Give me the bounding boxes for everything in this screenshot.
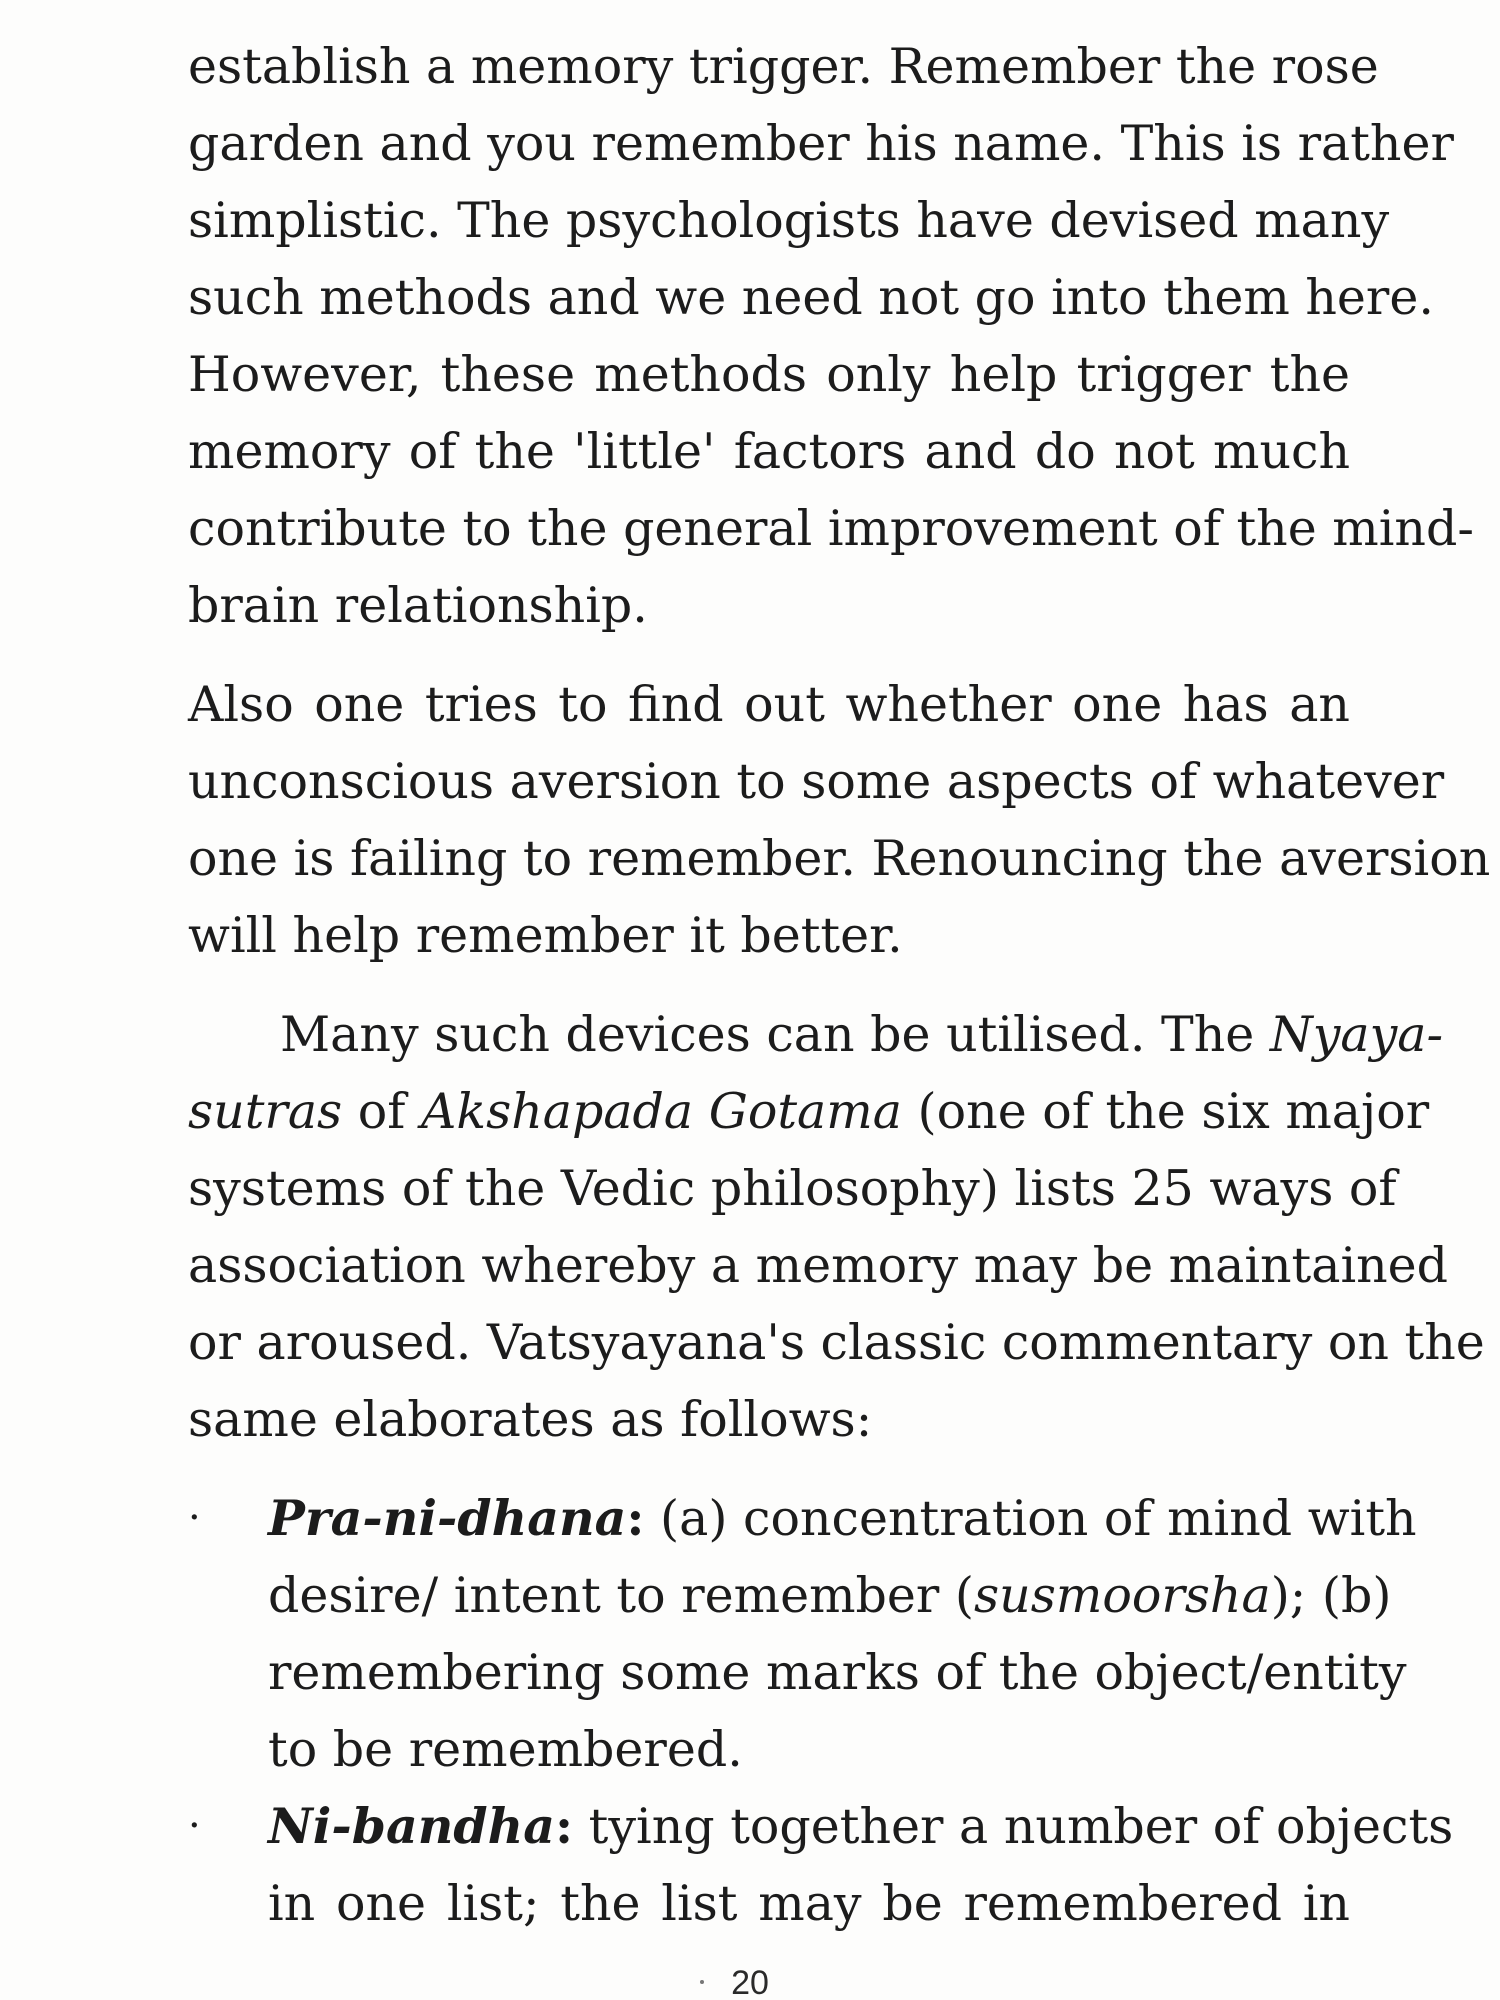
list-term: Ni-bandha <box>268 1797 556 1855</box>
italic-term: Akshapada Gotama <box>420 1083 902 1140</box>
text-segment: desire/ intent to remember ( <box>268 1567 975 1624</box>
text-segment: ); (b) <box>1270 1567 1392 1624</box>
text-line: same elaborates as follows: <box>188 1391 873 1448</box>
list-item <box>188 1788 1454 1942</box>
text-line: such methods and we need not go into them here. <box>188 269 1434 326</box>
term-colon: : <box>626 1489 645 1547</box>
text-line: will help remember it better. <box>188 907 903 964</box>
text-line: to be remembered. <box>268 1721 743 1778</box>
bullet-icon: · <box>188 1803 201 1849</box>
text-line: However, these methods only help trigger the <box>188 346 1350 403</box>
text-line: contribute to the general improvement of the mind- <box>188 500 1474 557</box>
text-line: memory of the 'little' factors and do not much <box>188 423 1350 480</box>
italic-term: susmoorsha <box>974 1567 1271 1624</box>
body-text <box>188 28 1491 1942</box>
bullet-icon: · <box>188 1495 201 1541</box>
text-line: association whereby a memory may be maintained <box>188 1237 1449 1294</box>
page-number: 20 <box>731 1964 769 2000</box>
page-mark <box>700 1980 704 1984</box>
text-line: unconscious aversion to some aspects of whatever <box>188 753 1445 810</box>
text-line: brain relationship. <box>188 577 648 634</box>
text-line <box>188 996 1444 1073</box>
italic-term: Nyaya- <box>1269 1006 1444 1063</box>
text-line: remembering some marks of the object/entity <box>268 1644 1407 1701</box>
bullet-list <box>188 1480 1454 1942</box>
text-segment: of <box>342 1083 421 1140</box>
text-line: one is failing to remember. Renouncing the aversion <box>188 830 1491 887</box>
text-line: systems of the Vedic philosophy) lists 25 ways of <box>188 1160 1397 1217</box>
text-line <box>268 1788 1454 1865</box>
text-segment: tying together a number of objects <box>573 1798 1454 1855</box>
text-line: Also one tries to find out whether one has an <box>188 676 1350 733</box>
text-line: garden and you remember his name. This is rather <box>188 115 1454 172</box>
paragraph-1 <box>188 28 1474 644</box>
text-segment: Many such devices can be utilised. The <box>280 1006 1270 1063</box>
italic-term: sutras <box>188 1083 343 1140</box>
paragraph-3 <box>188 996 1485 1458</box>
paragraph-2 <box>188 666 1491 974</box>
text-line: simplistic. The psychologists have devised many <box>188 192 1390 249</box>
text-line: in one list; the list may be remembered in <box>268 1875 1350 1932</box>
term-colon: : <box>555 1797 574 1855</box>
list-item <box>188 1480 1417 1788</box>
text-line <box>268 1480 1417 1557</box>
text-line: establish a memory trigger. Remember the rose <box>188 38 1379 95</box>
text-line <box>268 1557 1392 1634</box>
list-term: Pra-ni-dhana <box>268 1489 627 1547</box>
text-segment: (a) concentration of mind with <box>644 1490 1417 1547</box>
text-line <box>188 1073 1430 1150</box>
text-line: or aroused. Vatsyayana's classic commentary on the <box>188 1314 1485 1371</box>
text-segment: (one of the six major <box>901 1083 1430 1140</box>
